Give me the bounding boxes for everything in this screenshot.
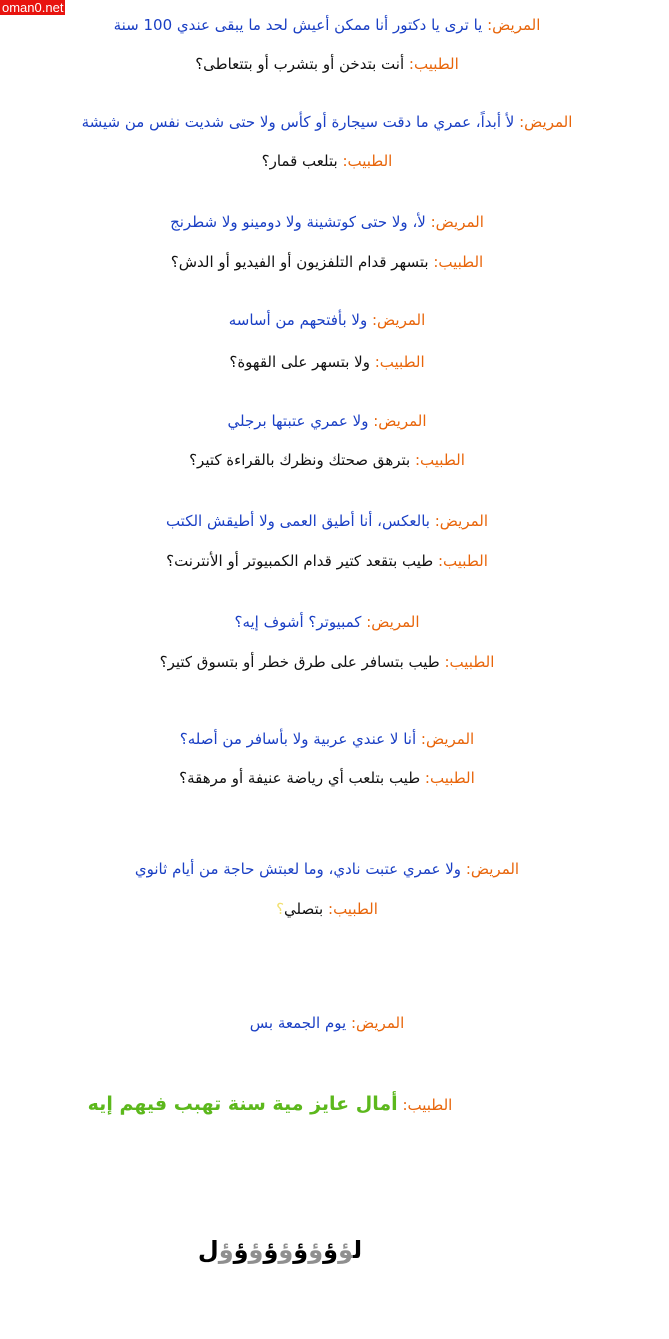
dialogue-line-patient <box>0 15 654 35</box>
speaker-label: المريض: <box>420 730 475 748</box>
dialogue-line-patient <box>0 1013 654 1033</box>
dialogue-line-doctor <box>0 551 654 571</box>
dialogue-text: ولا بتسهر على القهوة؟ <box>229 353 370 371</box>
dialogue-text: بتسهر قدام التلفزيون أو الفيديو أو الدش؟ <box>170 253 429 271</box>
dialogue-text: أنا لا عندي عربية ولا بأسافر من أصله؟ <box>179 730 417 748</box>
laugh-letter: ؤ <box>338 1236 354 1264</box>
laugh-letter: ؤ <box>308 1236 324 1264</box>
dialogue-line-patient <box>0 112 654 132</box>
speaker-label: المريض: <box>487 16 541 34</box>
speaker-label: المريض: <box>434 512 489 530</box>
dialogue-line-patient <box>0 511 654 531</box>
faint-question-mark: ؟ <box>276 900 285 918</box>
speaker-label: المريض: <box>350 1014 405 1032</box>
laugh-letter: ؤ <box>323 1236 339 1264</box>
speaker-label: الطبيب: <box>374 353 425 371</box>
dialogue-line-patient <box>0 859 654 879</box>
laugh-letter: ؤ <box>263 1236 279 1264</box>
dialogue-text: لأ، ولا حتى كوتشينة ولا دومينو ولا شطرنج <box>170 213 426 231</box>
dialogue-text: يا ترى يا دكتور أنا ممكن أعيش لحد ما يبقى عندي 100 سنة <box>113 16 483 34</box>
dialogue-text: بتلعب قمار؟ <box>261 152 338 170</box>
dialogue-line-patient <box>0 310 654 330</box>
dialogue-text: بترهق صحتك ونظرك بالقراءة كتير؟ <box>189 451 411 469</box>
dialogue-text: بتصلي <box>284 900 324 918</box>
speaker-label: المريض: <box>430 213 484 231</box>
dialogue-text: طيب بتقعد كتير قدام الكمبيوتر أو الأنترنت؟ <box>166 552 434 570</box>
dialogue-text: بالعكس، أنا أطيق العمى ولا أطيقش الكتب <box>165 512 430 530</box>
speaker-label: الطبيب: <box>415 451 465 469</box>
site-watermark: oman0.net <box>2 0 64 15</box>
dialogue-line-patient <box>0 411 654 431</box>
laugh-letter: ؤ <box>218 1236 234 1264</box>
speaker-label: الطبيب: <box>437 552 488 570</box>
speaker-label: الطبيب: <box>433 253 484 271</box>
speaker-label: الطبيب: <box>444 653 495 671</box>
dialogue-line-patient <box>0 212 654 232</box>
dialogue-line-doctor <box>0 352 654 372</box>
dialogue-text: ولا عمري عتبت نادي، وما لعبتش حاجة من أيام ثانوي <box>134 860 462 878</box>
speaker-label: المريض: <box>373 412 427 430</box>
speaker-label: الطبيب: <box>402 1096 453 1114</box>
dialogue-line-doctor <box>0 450 654 470</box>
speaker-label: الطبيب: <box>328 900 378 918</box>
dialogue-line-doctor-punchline <box>0 1094 540 1115</box>
dialogue-line-doctor <box>0 151 654 171</box>
dialogue-line-doctor <box>0 652 654 672</box>
dialogue-line-doctor <box>0 252 654 272</box>
speaker-label: المريض: <box>465 860 520 878</box>
speaker-label: المريض: <box>371 311 426 329</box>
punchline-text: أمال عايز مية سنة تهبب فيهم إيه <box>87 1093 398 1115</box>
speaker-label: المريض: <box>366 613 420 631</box>
speaker-label: المريض: <box>519 113 573 131</box>
speaker-label: الطبيب: <box>342 152 393 170</box>
dialogue-text: ولا عمري عتبتها برجلي <box>227 412 369 430</box>
dialogue-line-doctor <box>0 768 654 788</box>
dialogue-text: أنت بتدخن أو بتشرب أو بتتعاطى؟ <box>195 55 405 73</box>
laugh-letter: ؤ <box>293 1236 309 1264</box>
speaker-label: الطبيب: <box>408 55 459 73</box>
dialogue-text: ولا بأفتحهم من أساسه <box>228 311 368 329</box>
speaker-label: الطبيب: <box>424 769 475 787</box>
dialogue-text: يوم الجمعة بس <box>249 1014 347 1032</box>
dialogue-line-patient <box>0 729 654 749</box>
laugh-letter: ؤ <box>233 1236 249 1264</box>
dialogue-line-doctor <box>0 899 654 919</box>
laugh-letter: ل <box>197 1236 219 1264</box>
dialogue-text: طيب بتلعب أي رياضة عنيفة أو مرهقة؟ <box>179 769 421 787</box>
laugh-letter: ؤ <box>278 1236 294 1264</box>
dialogue-text: لأ أبداً، عمري ما دقت سيجارة أو كأس ولا حتى شديت نفس من شيشة <box>81 113 515 131</box>
laughter-text <box>0 1235 560 1265</box>
dialogue-line-patient <box>0 612 654 632</box>
laugh-letter: ؤ <box>248 1236 264 1264</box>
dialogue-line-doctor <box>0 54 654 74</box>
dialogue-text: طيب بتسافر على طرق خطر أو بتسوق كتير؟ <box>159 653 440 671</box>
dialogue-text: كمبيوتر؟ أشوف إيه؟ <box>234 613 362 631</box>
laugh-letter: ل <box>353 1236 363 1264</box>
